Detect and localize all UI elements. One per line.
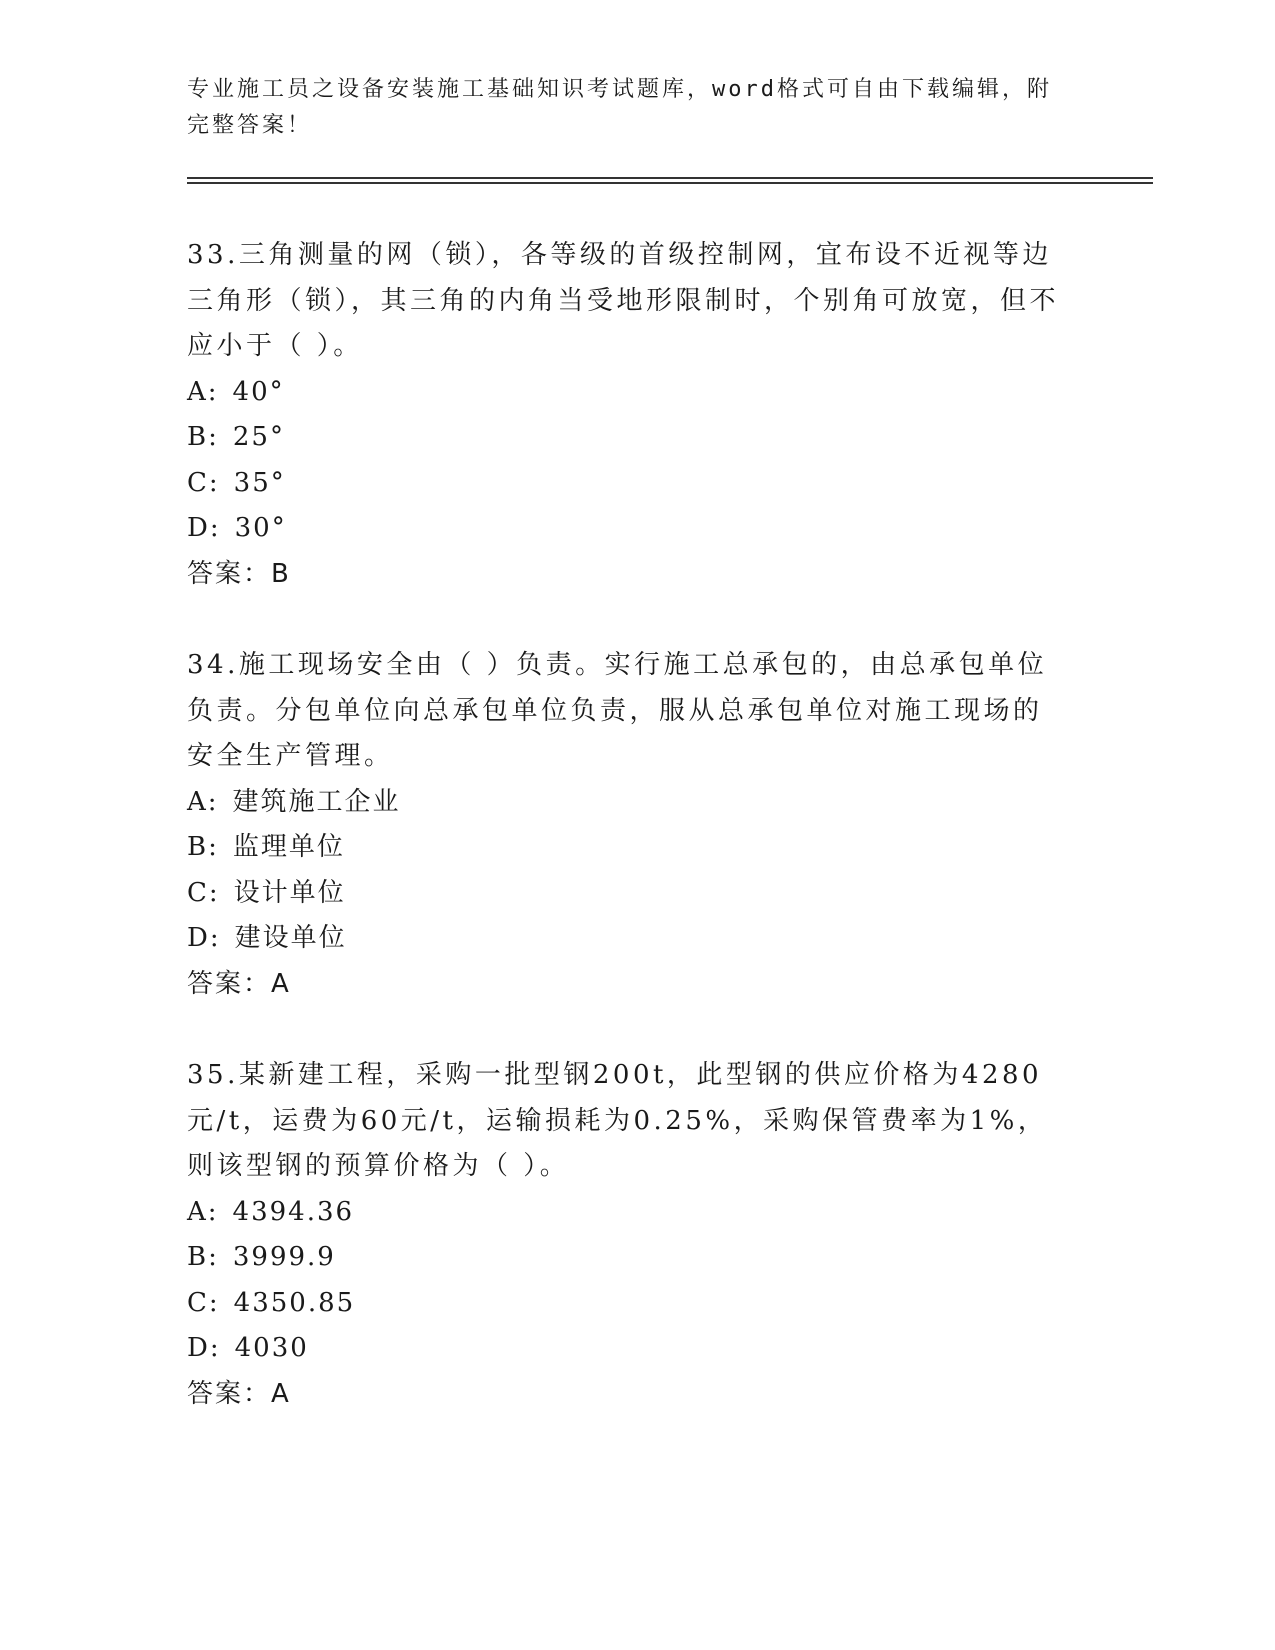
option-value: 建筑施工企业: [232, 786, 401, 817]
question-text: 三角测量的网（锁），各等级的首级控制网，宜布设不近视等边三角形（锁），其三角的内角当受地形限制时，个别角可放宽，但不应小于（ ）。: [187, 240, 1060, 361]
option-value: 建设单位: [234, 923, 347, 953]
option-list: [187, 1190, 1067, 1372]
question-stem: [187, 233, 1067, 370]
option-value: 25°: [232, 422, 285, 452]
option-key: A:: [187, 376, 219, 407]
option-value: 3999.9: [232, 1242, 336, 1272]
document-header: [187, 72, 1067, 144]
option-d: [187, 1326, 1067, 1372]
option-key: C:: [187, 467, 220, 498]
option-key: C:: [187, 877, 220, 908]
option-value: 监理单位: [232, 832, 345, 862]
answer-line: 答案：A: [187, 968, 291, 999]
option-key: B:: [187, 832, 219, 862]
option-a: [187, 780, 1067, 826]
answer-line: 答案：B: [187, 558, 291, 589]
question-34: [187, 643, 1067, 1007]
option-b: [187, 1235, 1067, 1281]
option-c: [187, 1281, 1067, 1327]
option-key: B:: [187, 1242, 219, 1272]
option-key: B:: [187, 422, 219, 452]
question-text: 某新建工程，采购一批型钢200t，此型钢的供应价格为4280元/t，运费为60元/t，运输损耗为0.25%，采购保管费率为1%，则该型钢的预算价格为（ ）。: [187, 1060, 1048, 1181]
option-b: [187, 825, 1067, 871]
option-c: [187, 461, 1067, 507]
option-list: [187, 370, 1067, 552]
option-a: [187, 370, 1067, 416]
option-value: 4030: [234, 1333, 309, 1363]
option-value: 40°: [232, 376, 285, 407]
question-stem: [187, 1053, 1067, 1190]
option-a: [187, 1190, 1067, 1236]
question-33: [187, 233, 1067, 597]
header-divider-second: [187, 182, 1153, 184]
option-key: D:: [187, 513, 221, 543]
option-key: A:: [187, 1196, 219, 1227]
option-value: 35°: [233, 467, 286, 498]
header-divider: [187, 177, 1153, 179]
question-stem: [187, 643, 1067, 780]
option-value: 4350.85: [233, 1287, 356, 1318]
option-value: 设计单位: [233, 877, 346, 908]
option-value: 4394.36: [232, 1196, 355, 1227]
header-text: 专业施工员之设备安装施工基础知识考试题库，word格式可自由下载编辑，附完整答案！: [187, 77, 1052, 138]
answer-line: 答案：A: [187, 1378, 291, 1409]
option-key: D:: [187, 1333, 221, 1363]
question-35: [187, 1053, 1067, 1417]
option-key: D:: [187, 923, 221, 953]
option-value: 30°: [234, 513, 287, 543]
option-key: A:: [187, 786, 219, 817]
option-list: [187, 780, 1067, 962]
question-number: 34.: [187, 650, 239, 680]
option-c: [187, 871, 1067, 917]
question-text: 施工现场安全由（ ）负责。实行施工总承包的，由总承包单位负责。分包单位向总承包单位负责，服从总承包单位对施工现场的安全生产管理。: [187, 650, 1048, 771]
question-number: 35.: [187, 1060, 239, 1090]
option-d: [187, 506, 1067, 552]
question-number: 33.: [187, 240, 239, 270]
option-key: C:: [187, 1287, 220, 1318]
option-d: [187, 916, 1067, 962]
option-b: [187, 415, 1067, 461]
